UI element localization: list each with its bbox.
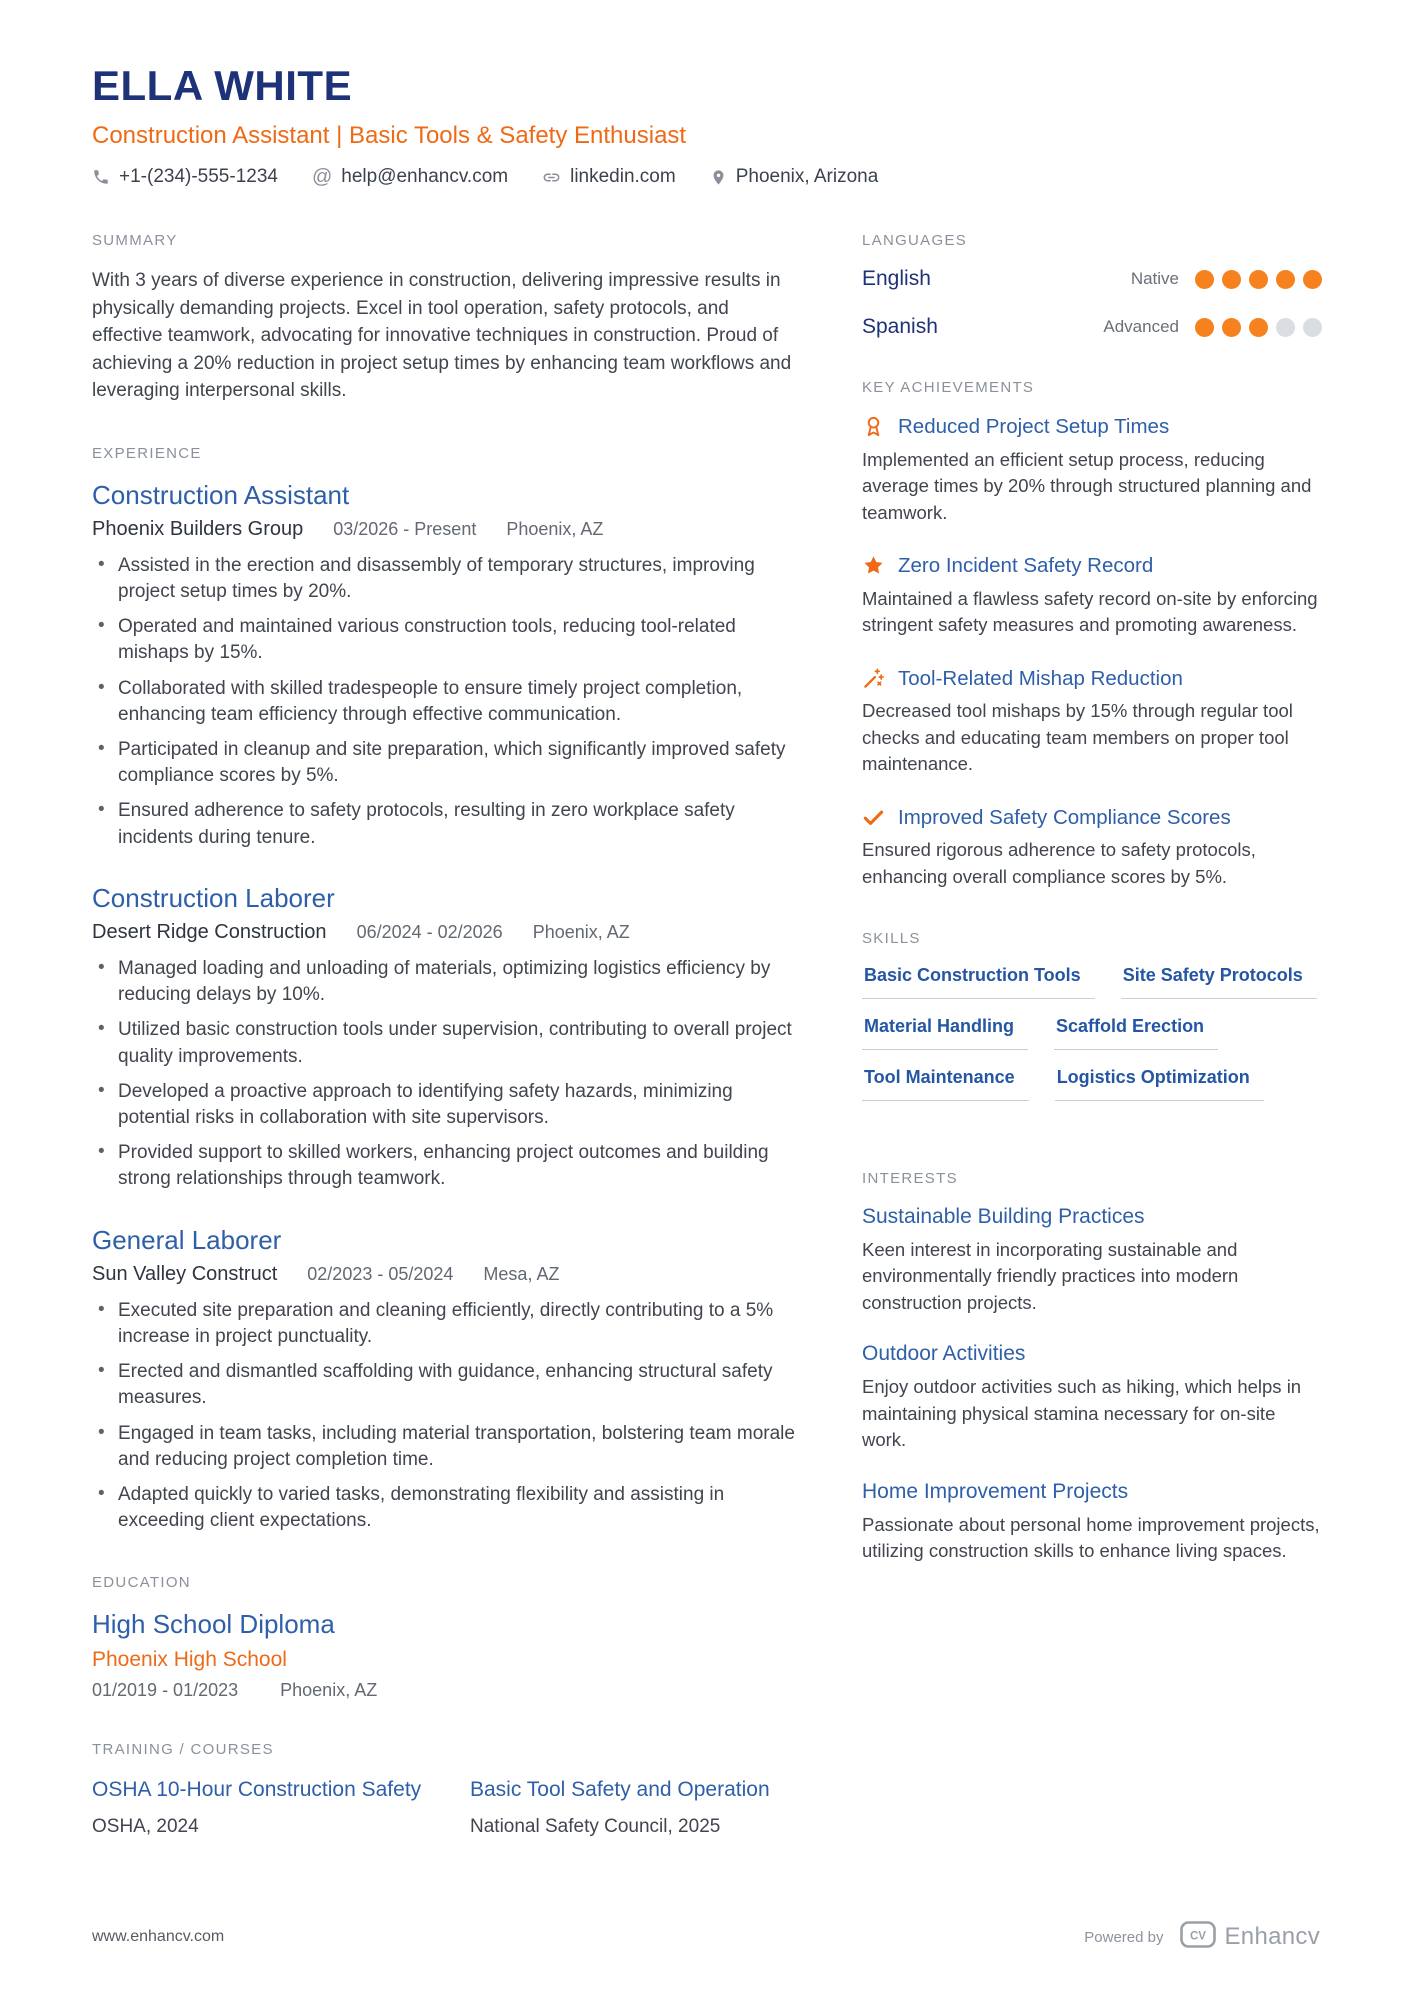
enhancv-logo[interactable] (1180, 1921, 1321, 1953)
skill-item: Scaffold Erection (1054, 1016, 1218, 1050)
interests-heading: INTERESTS (862, 1170, 958, 1188)
email-at-icon: @ (311, 166, 333, 188)
skill-item: Tool Maintenance (862, 1067, 1029, 1101)
language-row (862, 267, 1322, 291)
language-level-dots (1195, 270, 1322, 289)
education-meta (92, 1680, 800, 1701)
languages-section (862, 232, 1322, 339)
contact-location (710, 166, 879, 188)
contact-phone (92, 166, 278, 188)
job-bullet: • Collaborated with skilled tradespeople to ensure timely project completion, enhancing team efficiency through effective communication. (92, 676, 800, 728)
footer-site-link[interactable]: www.enhancv.com (92, 1928, 225, 1945)
education-dates: 01/2019 - 01/2023 (92, 1680, 239, 1701)
skills-heading: SKILLS (862, 930, 921, 948)
job-company: Desert Ridge Construction (92, 920, 327, 943)
experience-section (92, 445, 800, 1535)
job-entry (92, 480, 800, 851)
course-organization: National Safety Council, 2025 (470, 1815, 721, 1837)
job-bullet: • Operated and maintained various construction tools, reducing tool-related mishaps by 15%. (92, 614, 800, 666)
enhancv-logo-icon (1180, 1921, 1216, 1953)
svg-text:CV: CV (1189, 1930, 1206, 1943)
skill-item: Material Handling (862, 1016, 1028, 1050)
achievement-header (862, 805, 1322, 831)
check-icon (862, 806, 886, 829)
language-level-dot (1276, 270, 1295, 289)
achievement-text: Implemented an efficient setup process, reducing average times by 20% through structured planning and teamwork. (862, 448, 1312, 523)
language-level-dot (1249, 318, 1268, 337)
achievement-header (862, 553, 1322, 579)
footer (0, 1921, 1410, 1995)
job-bullets (92, 956, 800, 1193)
job-bullet: • Erected and dismantled scaffolding with guidance, enhancing structural safety measures. (92, 1359, 800, 1411)
link-icon (542, 168, 561, 187)
language-level-dot (1195, 270, 1214, 289)
interest-text: Keen interest in incorporating sustainable and environmentally friendly practices into modern construction projects. (862, 1239, 1239, 1313)
job-bullets (92, 553, 800, 851)
summary-section (92, 232, 800, 405)
summary-heading: SUMMARY (92, 232, 178, 249)
job-dates: 02/2023 - 05/2024 (307, 1263, 454, 1284)
header (92, 62, 1322, 188)
job-entry (92, 883, 800, 1193)
left-column (92, 232, 800, 1878)
powered-by-text: Powered by (1084, 1928, 1164, 1946)
phone-icon (92, 168, 110, 186)
interest-item (862, 1480, 1322, 1565)
achievement-item (862, 553, 1322, 639)
achievement-text: Decreased tool mishaps by 15% through regular tool checks and educating team members on proper tool maintenance. (862, 700, 1293, 775)
education-location: Phoenix, AZ (280, 1680, 378, 1701)
job-bullet: • Managed loading and unloading of materials, optimizing logistics efficiency by reducing delays by 10%. (92, 956, 800, 1008)
contact-email[interactable] (312, 166, 508, 188)
job-dates: 06/2024 - 02/2026 (356, 921, 503, 942)
job-bullet: • Engaged in team tasks, including material transportation, bolstering team morale and reducing project completion time. (92, 1421, 800, 1473)
job-bullet: • Ensured adherence to safety protocols, resulting in zero workplace safety incidents during tenure. (92, 798, 800, 850)
language-level-dot (1303, 318, 1322, 337)
interest-text: Passionate about personal home improvement projects, utilizing construction skills to enhance living spaces. (862, 1513, 1320, 1562)
interest-title: Sustainable Building Practices (862, 1205, 1145, 1229)
job-company: Sun Valley Construct (92, 1262, 278, 1285)
education-degree: High School Diploma (92, 1609, 335, 1640)
achievement-header (862, 414, 1322, 440)
job-bullets (92, 1298, 800, 1535)
job-location: Phoenix, AZ (532, 921, 630, 942)
wand-icon (862, 667, 886, 690)
job-bullet: • Executed site preparation and cleaning efficiently, directly contributing to a 5% increase in project punctuality. (92, 1298, 800, 1350)
language-level-label: Advanced (1103, 317, 1179, 336)
language-level-dot (1222, 270, 1241, 289)
interests-list (862, 1205, 1322, 1565)
language-level-dot (1222, 318, 1241, 337)
job-location: Mesa, AZ (483, 1263, 560, 1284)
columns (92, 232, 1322, 1878)
job-title: General Laborer (92, 1224, 282, 1255)
course-title: Basic Tool Safety and Operation (470, 1778, 770, 1802)
interest-item (862, 1342, 1322, 1453)
skill-item: Logistics Optimization (1055, 1067, 1264, 1101)
candidate-name: ELLA WHITE (92, 62, 353, 109)
job-title: Construction Laborer (92, 882, 335, 913)
summary-text: With 3 years of diverse experience in construction, delivering impressive results in physically demanding projects. Excel in tool operation, safety protocols, and effective teamwork, advocating for innovative techniques in construction. Proud of achieving a 20% reduction in project setup times by enhancing team workflows and leveraging interpersonal skills. (92, 270, 792, 402)
achievement-text: Ensured rigorous adherence to safety protocols, enhancing overall compliance scores by 5%. (862, 839, 1256, 887)
contact-row (92, 166, 1322, 188)
right-column (862, 232, 1322, 1878)
job-entry (92, 1225, 800, 1535)
powered-by (1084, 1921, 1320, 1953)
achievement-header (862, 666, 1322, 692)
language-level-dot (1303, 270, 1322, 289)
skill-item: Basic Construction Tools (862, 965, 1095, 999)
education-heading: EDUCATION (92, 1574, 191, 1592)
education-section (92, 1574, 800, 1701)
achievement-title: Reduced Project Setup Times (898, 415, 1170, 438)
interest-title: Outdoor Activities (862, 1342, 1026, 1366)
course-entry (470, 1776, 800, 1837)
interest-text: Enjoy outdoor activities such as hiking, which helps in maintaining physical stamina necessary for on-site work. (862, 1376, 1302, 1451)
achievements-list (862, 414, 1322, 890)
contact-location-text: Phoenix, Arizona (735, 166, 879, 187)
achievements-heading: KEY ACHIEVEMENTS (862, 379, 1035, 396)
job-meta (92, 1263, 800, 1286)
language-name: English (862, 267, 931, 290)
interest-item (862, 1205, 1322, 1316)
job-dates: 03/2026 - Present (333, 518, 477, 539)
language-name: Spanish (862, 315, 938, 338)
contact-phone-text: +1-(234)-555-1234 (119, 166, 278, 187)
interests-section (862, 1170, 1322, 1565)
job-meta (92, 518, 800, 541)
language-level-label: Native (1130, 269, 1179, 288)
location-pin-icon (710, 169, 727, 186)
course-organization: OSHA, 2024 (92, 1815, 199, 1837)
experience-heading: EXPERIENCE (92, 444, 202, 462)
job-company: Phoenix Builders Group (92, 517, 304, 540)
achievement-item (862, 666, 1322, 778)
language-level-dot (1276, 318, 1295, 337)
language-level-dots (1195, 318, 1322, 337)
achievements-section (862, 379, 1322, 890)
language-level-dot (1195, 318, 1214, 337)
training-section (92, 1741, 800, 1837)
achievement-item (862, 414, 1322, 526)
job-title: Construction Assistant (92, 479, 350, 510)
job-meta (92, 921, 800, 944)
courses-list (92, 1776, 800, 1837)
contact-link[interactable] (542, 166, 676, 188)
language-level-dot (1249, 270, 1268, 289)
achievement-text: Maintained a flawless safety record on-site by enforcing stringent safety measures and promoting awareness. (862, 587, 1318, 636)
medal-icon (862, 415, 886, 438)
skill-item: Site Safety Protocols (1121, 965, 1317, 999)
language-row (862, 315, 1322, 339)
achievement-title: Zero Incident Safety Record (898, 553, 1154, 577)
achievement-title: Improved Safety Compliance Scores (898, 805, 1231, 829)
skills-list (862, 965, 1322, 1118)
contact-link-text: linkedin.com (570, 166, 676, 187)
achievement-item (862, 805, 1322, 891)
job-bullet: • Provided support to skilled workers, enhancing project outcomes and building strong relationships through teamwork. (92, 1140, 800, 1192)
job-bullet: • Developed a proactive approach to identifying safety hazards, minimizing potential risks in collaboration with site supervisors. (92, 1079, 800, 1131)
job-bullet: • Participated in cleanup and site preparation, which significantly improved safety compliance scores by 5%. (92, 737, 800, 789)
job-bullet: • Adapted quickly to varied tasks, demonstrating flexibility and assisting in exceeding client expectations. (92, 1482, 800, 1534)
jobs-list (92, 480, 800, 1535)
job-bullet: • Utilized basic construction tools under supervision, contributing to overall project quality improvements. (92, 1017, 800, 1069)
contact-email-text: help@enhancv.com (341, 166, 509, 187)
course-title: OSHA 10-Hour Construction Safety (92, 1778, 422, 1802)
interest-title: Home Improvement Projects (862, 1479, 1129, 1503)
training-heading: TRAINING / COURSES (92, 1741, 274, 1759)
course-entry (92, 1776, 422, 1837)
education-school: Phoenix High School (92, 1648, 287, 1672)
achievement-title: Tool-Related Mishap Reduction (898, 666, 1183, 690)
job-bullet: • Assisted in the erection and disassembly of temporary structures, improving project setup times by 20%. (92, 553, 800, 605)
candidate-title: Construction Assistant | Basic Tools & Safety Enthusiast (92, 122, 687, 149)
languages-list (862, 267, 1322, 339)
star-icon (862, 554, 886, 577)
skills-section (862, 930, 1322, 1118)
languages-heading: LANGUAGES (862, 232, 968, 249)
job-location: Phoenix, AZ (506, 518, 604, 539)
enhancv-logo-text: Enhancv (1224, 1923, 1320, 1950)
